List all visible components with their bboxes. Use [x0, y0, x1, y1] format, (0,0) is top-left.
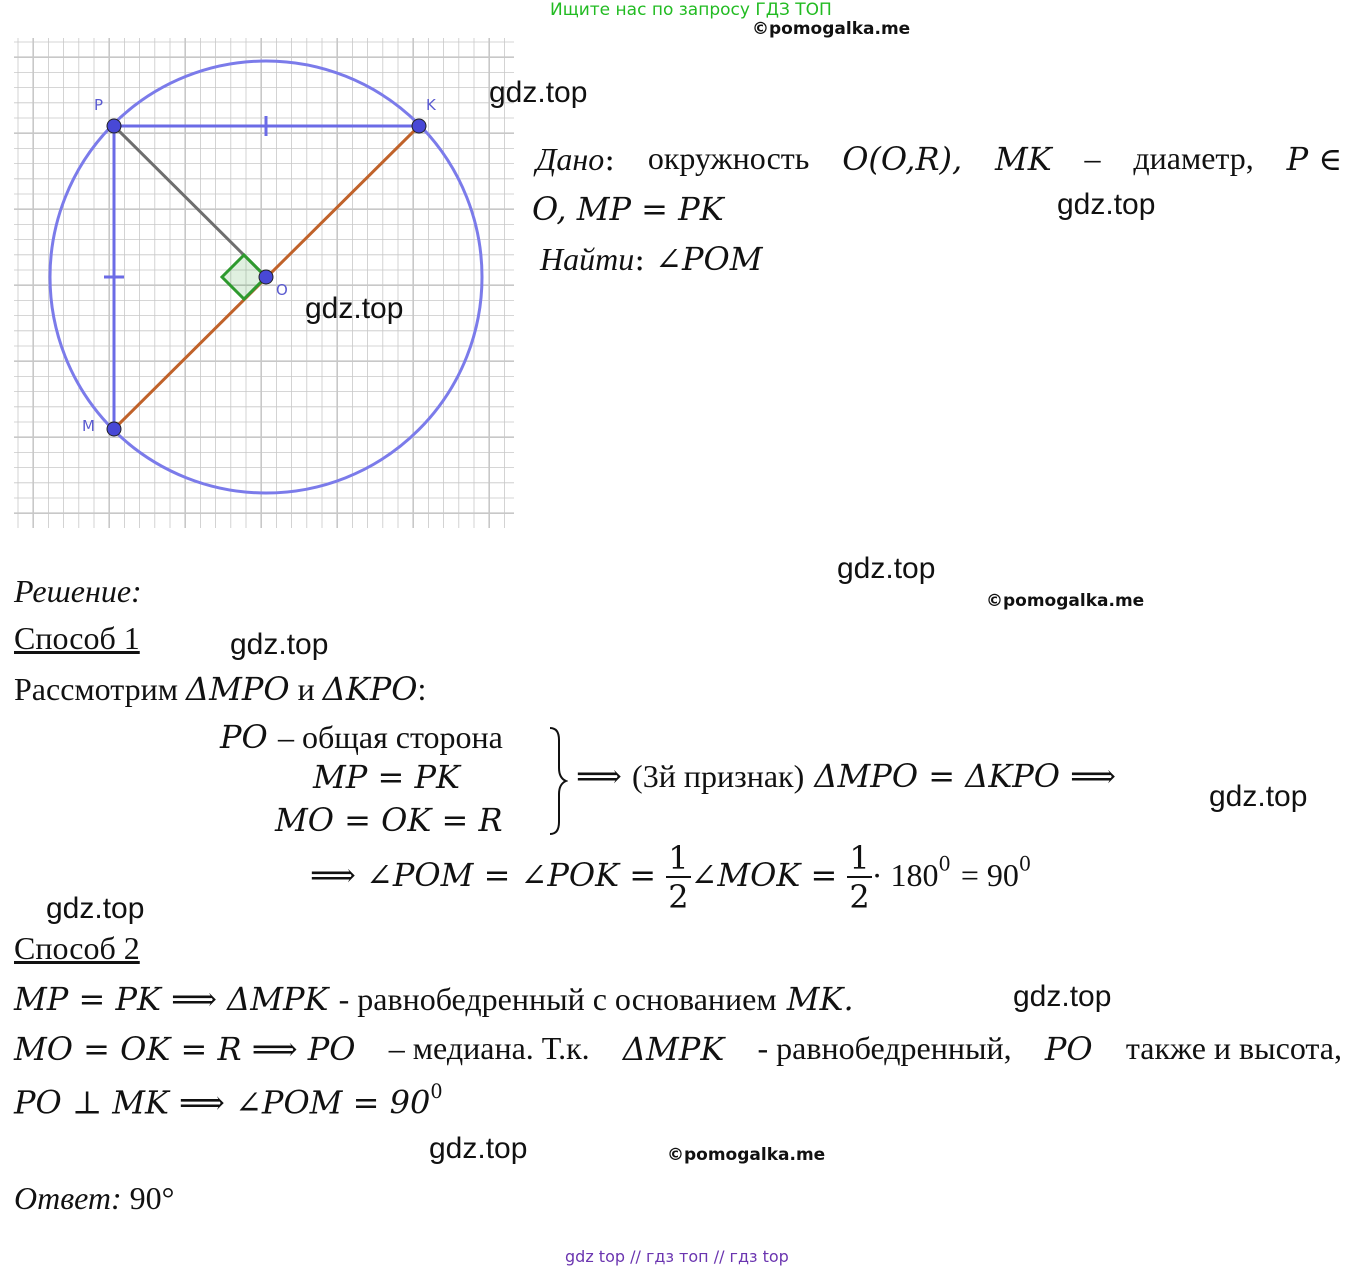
watermark: gdz.top	[305, 292, 404, 325]
point-o	[259, 270, 273, 284]
given-circle-word: окружность	[647, 140, 810, 176]
consider-line: Рассмотрим ΔMPO и ΔKPO:	[14, 670, 427, 708]
given-dash: –	[1084, 140, 1101, 176]
copyright-mid: ©pomogalka.me	[986, 591, 1145, 611]
find-label: Найти	[540, 241, 635, 277]
condition-2: MP = PK	[313, 758, 460, 796]
point-m	[107, 422, 121, 436]
watermark: gdz.top	[230, 628, 329, 661]
geometry-figure	[14, 38, 514, 528]
given-diam-expr: MK	[995, 140, 1052, 178]
watermark: gdz.top	[489, 76, 588, 109]
point-k	[412, 119, 426, 133]
watermark: gdz.top	[46, 892, 145, 925]
watermark: gdz.top	[429, 1132, 528, 1165]
find-expr: ∠POM	[655, 240, 763, 278]
watermark: gdz.top	[837, 552, 936, 585]
given-label: Дано	[536, 141, 605, 177]
copyright-bottom: ©pomogalka.me	[667, 1145, 826, 1165]
label-o: O	[276, 281, 288, 299]
right-brace	[548, 726, 568, 836]
method-2-line-1: MP = PK ⟹ ΔMPK - равнобедренный с основанием MK.	[14, 980, 854, 1018]
search-hint: Ищите нас по запросу ГДЗ ТОП	[550, 0, 832, 20]
fraction-half: $\frac{1}{2}$	[849, 839, 870, 916]
label-k: K	[426, 96, 436, 114]
watermark: gdz.top	[1057, 188, 1156, 221]
given-diam-word: диаметр,	[1133, 140, 1254, 176]
watermark: gdz.top	[1209, 780, 1308, 813]
find-line: Найти: ∠POM	[540, 240, 763, 278]
copyright-top: ©pomogalka.me	[752, 19, 911, 39]
label-p: P	[94, 96, 104, 114]
given-line-1: Дано: окружность O(O,R), MK – диаметр, P ∈	[536, 140, 1342, 178]
footer-links[interactable]: gdz top // гдз топ // гдз top	[565, 1247, 789, 1266]
method-2-line-2: MO = OK = R ⟹ PO – медиана. Т.к. ΔMPK - равнобедренный, PO также и высота,	[14, 1030, 1342, 1068]
point-p	[107, 119, 121, 133]
solution-title: Решение:	[14, 573, 142, 609]
given-circle-expr: O(O,R),	[842, 140, 963, 178]
label-m: M	[82, 417, 95, 435]
condition-3: MO = OK = R	[275, 801, 503, 839]
method-1-title: Способ 1	[14, 620, 140, 656]
method-2-title: Способ 2	[14, 930, 140, 966]
watermark: gdz.top	[1013, 980, 1112, 1013]
answer-line: Ответ: 90°	[14, 1180, 175, 1216]
condition-1: PO – общая сторона	[220, 718, 503, 756]
given-line-2: O, MP = PK	[532, 190, 724, 228]
method-2-line-3: PO ⊥ MK ⟹ ∠POM = $90^0$	[14, 1080, 443, 1122]
conclusion-line: ⟹ (3й признак) ΔMPO = ΔKPO ⟹	[576, 757, 1117, 795]
fraction-half: $\frac{1}{2}$	[668, 839, 689, 916]
given-p-in: P ∈	[1286, 140, 1342, 178]
angle-line: ⟹ ∠POM = ∠POK = $\frac{1}{2}$ ∠MOK = $\frac{1}{2}$ · $180^0 = 90^0$	[310, 839, 1032, 916]
